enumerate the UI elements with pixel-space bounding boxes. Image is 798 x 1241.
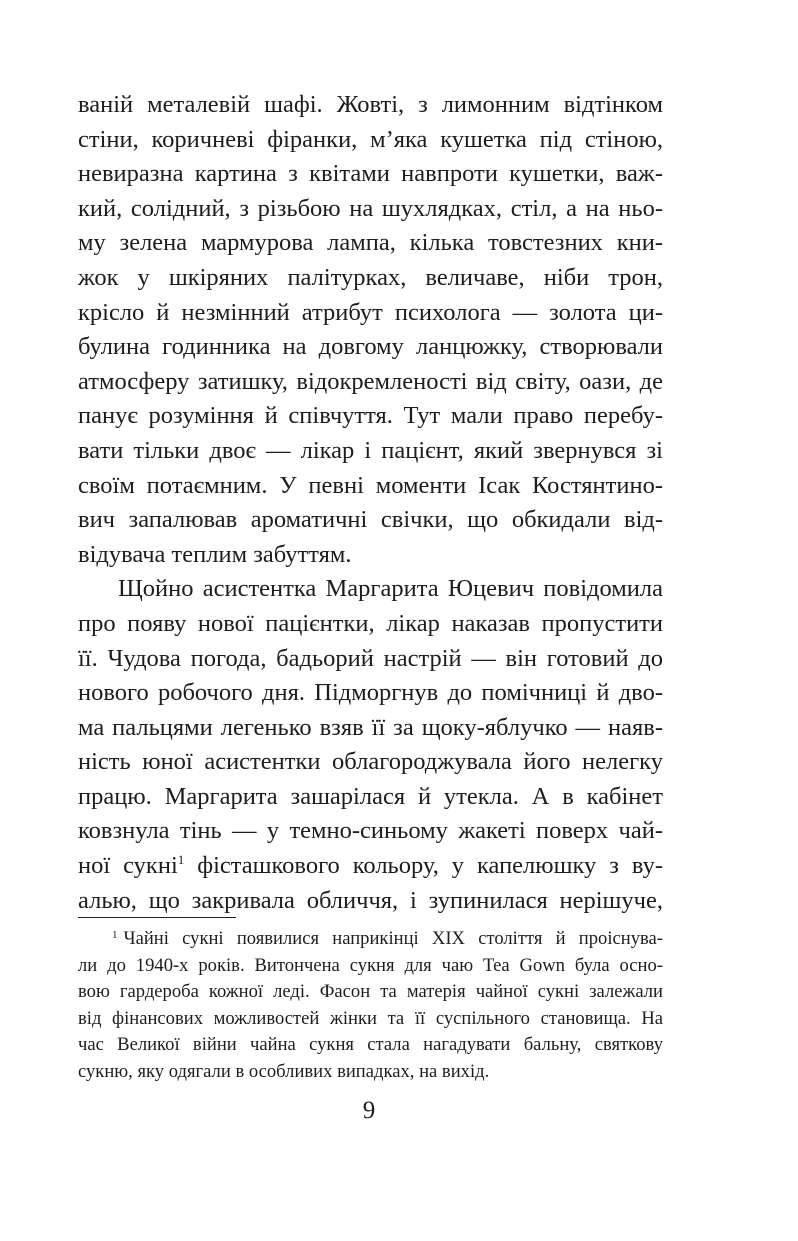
text-line: кий, солідний, з різьбою на шухлядках, стіл, а на ньо- (78, 194, 663, 222)
body-text (78, 88, 663, 918)
text-line: своїм потаємним. У певні моменти Ісак Костянтино- (78, 471, 663, 499)
footnote-reference-marker: 1 (177, 852, 185, 868)
footnote-line (78, 926, 663, 953)
text-line: працю. Маргарита зашарілася й утекла. А в кабінет (78, 782, 663, 810)
text-line: про появу нової пацієнтки, лікар наказав пропустити (78, 609, 663, 637)
text-line: алью, що закривала обличчя, і зупинилася нерішуче, (78, 886, 663, 914)
text-line: атмосферу затишку, відокремленості від світу, оази, де (78, 367, 663, 395)
line-segment: фісташкового кольору, у капелюшку з ву- (184, 852, 663, 880)
footnote-line: час Великої війни чайна сукня стала нагадувати бальну, святкову (78, 1034, 663, 1055)
footnote-reference-line (78, 849, 663, 884)
text-line: жок у шкіряних палітурках, величаве, ніби трон, (78, 263, 663, 291)
footnote-line: сукню, яку одягали в особливих випадках, на вихід. (78, 1060, 490, 1082)
paragraph-start-line: Щойно асистентка Маргарита Юцевич повідомила (118, 575, 663, 603)
footnote-line: ли до 1940-х років. Витончена сукня для чаю Tea Gown була осно- (78, 954, 663, 976)
footnote-text: Чайні сукні появилися наприкінці XIX століття й проіснува- (123, 928, 663, 949)
text-line: ма пальцями легенько взяв її за щоку-яблучко — наяв- (78, 713, 663, 741)
paragraph-end-line: відувача теплим забуттям. (78, 540, 352, 568)
footnote (78, 926, 663, 1085)
text-line: вич запалював ароматичні свічки, що обкидали від- (78, 506, 663, 534)
text-line: її. Чудова погода, бадьорий настрій — він готовий до (78, 644, 663, 672)
text-line: стіни, коричневі фіранки, м’яка кушетка під стіною, (78, 125, 663, 153)
text-line: ність юної асистентки облагороджувала його нелегку (78, 748, 663, 776)
text-line: нового робочого дня. Підморгнув до помічниці й дво- (78, 679, 663, 707)
footnote-divider (78, 917, 236, 918)
text-line: ваній металевій шафі. Жовті, з лимонним відтінком (78, 91, 663, 118)
footnote-line: вою гардероба кожної леді. Фасон та матерія чайної сукні залежали (78, 981, 663, 1002)
text-line: му зелена мармурова лампа, кілька товстезних кни- (78, 229, 663, 257)
footnote-line: від фінансових можливостей жінки та її суспільного становища. На (78, 1007, 663, 1029)
text-line: вати тільки двоє — лікар і пацієнт, який звернувся зі (78, 436, 663, 464)
footnote-marker: 1 (112, 929, 118, 941)
page-number: 9 (362, 1097, 376, 1124)
text-line: ковзнула тінь — у темно-синьому жакеті поверх чай- (78, 817, 663, 845)
text-line: невиразна картина з квітами навпроти кушетки, важ- (78, 160, 663, 188)
text-line: панує розуміння й співчуття. Тут мали право перебу- (78, 402, 663, 430)
text-line: крісло й незмінний атрибут психолога — золота ци- (78, 298, 663, 326)
line-segment: ної сукні (78, 852, 178, 880)
text-line: булина годинника на довгому ланцюжку, створювали (78, 333, 663, 361)
